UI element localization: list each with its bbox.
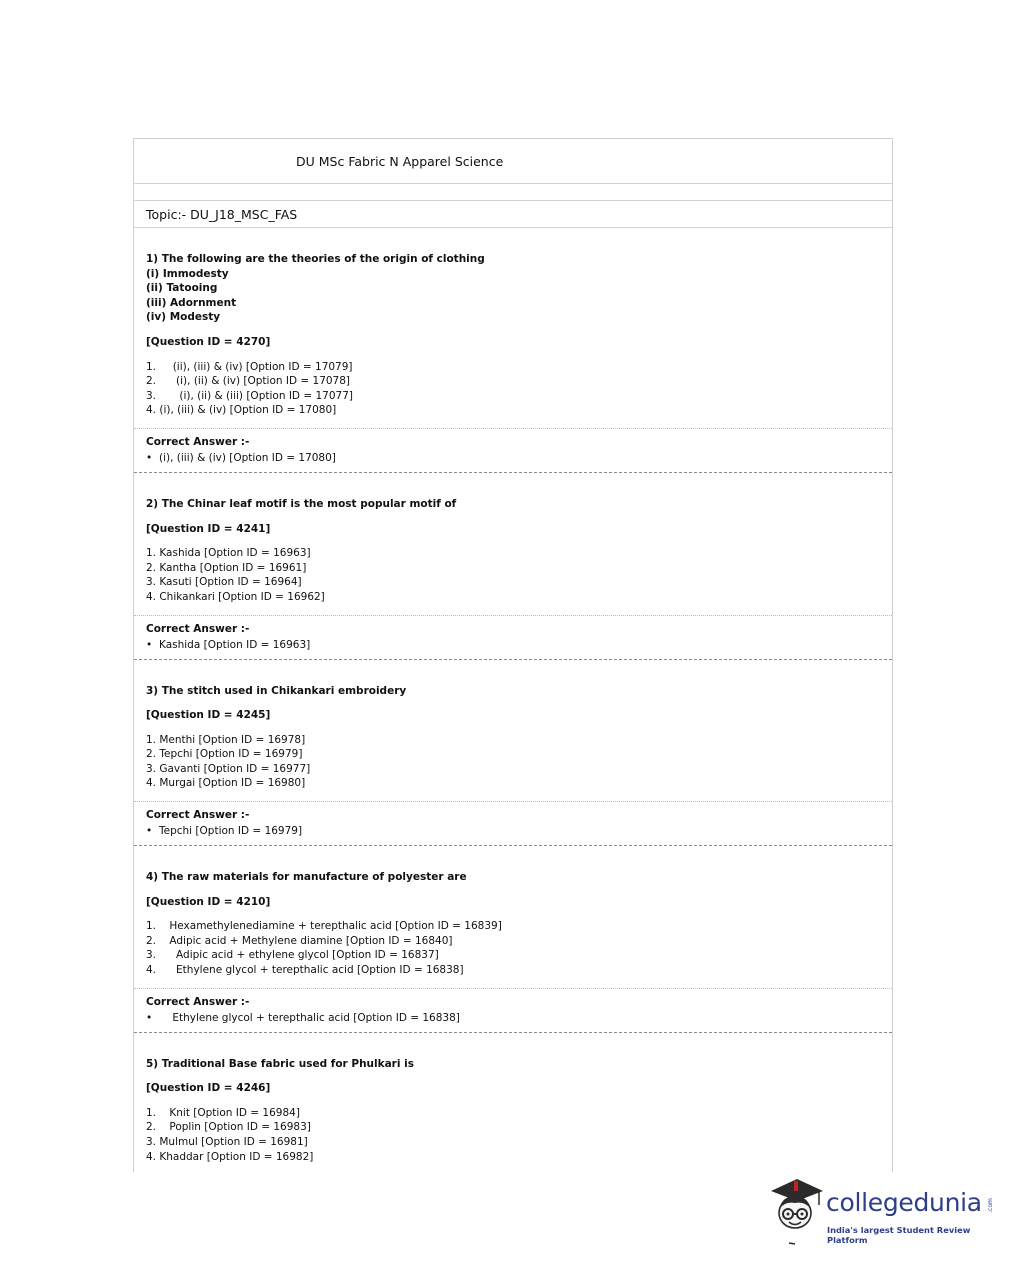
option-item: 2. Tepchi [Option ID = 16979] (146, 748, 303, 761)
question-text: 1) The following are the theories of the origin of clothing (146, 253, 485, 265)
correct-answer: Ethylene glycol + terepthalic acid [Option ID = 16838] (159, 1011, 460, 1024)
answer-label: Correct Answer :- (146, 435, 250, 448)
question-1 (134, 252, 892, 418)
correct-answer: Tepchi [Option ID = 16979] (159, 825, 303, 838)
option-list (146, 546, 880, 604)
question-3 (134, 684, 892, 792)
option-item: 2. (i), (ii) & (iv) [Option ID = 17078] (146, 375, 351, 388)
option-item: 1. Kashida [Option ID = 16963] (146, 547, 311, 560)
option-item: 2. Kantha [Option ID = 16961] (146, 561, 307, 574)
answer-label: Correct Answer :- (146, 995, 250, 1008)
option-item: 2. Adipic acid + Methylene diamine [Option ID = 16840] (146, 934, 453, 947)
option-item: 1. Menthi [Option ID = 16978] (146, 733, 306, 746)
bullet-icon: • (146, 825, 153, 838)
answer-label: Correct Answer :- (146, 622, 250, 635)
question-sub: (iii) Adornment (146, 296, 237, 309)
bullet-icon: • (146, 451, 153, 464)
question-id: [Question ID = 4210] (146, 895, 271, 908)
question-sub: (ii) Tatooing (146, 282, 218, 295)
option-list (146, 360, 880, 418)
correct-answer: (i), (iii) & (iv) [Option ID = 17080] (159, 451, 336, 464)
logo-wordmark: collegedunia (826, 1188, 982, 1217)
answer-label: Correct Answer :- (146, 809, 250, 822)
option-item: 2. Poplin [Option ID = 16983] (146, 1121, 311, 1134)
title-row (134, 139, 892, 184)
topic-label: Topic:- DU_J18_MSC_FAS (146, 207, 298, 222)
bullet-icon: • (146, 1011, 153, 1024)
option-item: 3. Kasuti [Option ID = 16964] (146, 576, 302, 589)
question-2 (134, 497, 892, 605)
question-sub: (i) Immodesty (146, 267, 229, 280)
option-list (146, 733, 880, 791)
answer-block (134, 428, 892, 473)
question-id: [Question ID = 4241] (146, 522, 271, 535)
option-item: 4. Khaddar [Option ID = 16982] (146, 1150, 314, 1163)
mascot-icon (767, 1177, 825, 1247)
question-id: [Question ID = 4245] (146, 709, 271, 722)
option-list (146, 919, 880, 977)
bullet-icon: • (146, 638, 153, 651)
logo-suffix: .com (986, 1198, 994, 1213)
question-text: 2) The Chinar leaf motif is the most popular motif of (146, 497, 457, 510)
topic-row (134, 201, 892, 228)
option-item: 4. (i), (iii) & (iv) [Option ID = 17080] (146, 404, 337, 417)
option-item: 3. Mulmul [Option ID = 16981] (146, 1136, 308, 1148)
question-text: 3) The stitch used in Chikankari embroidery (146, 684, 407, 697)
answer-block (134, 801, 892, 846)
option-item: 1. (ii), (iii) & (iv) [Option ID = 17079] (146, 360, 353, 373)
question-paper (133, 138, 893, 1172)
question-id: [Question ID = 4270] (146, 335, 271, 348)
answer-block (134, 988, 892, 1033)
option-item: 3. Gavanti [Option ID = 16977] (146, 762, 311, 775)
answer-block (134, 615, 892, 660)
option-item: 3. (i), (ii) & (iii) [Option ID = 17077] (146, 389, 353, 402)
question-text: 5) Traditional Base fabric used for Phulkari is (146, 1057, 414, 1070)
question-4 (134, 870, 892, 978)
option-list (146, 1106, 880, 1164)
option-item: 3. Adipic acid + ethylene glycol [Option ID = 16837] (146, 949, 439, 962)
option-item: 1. Hexamethylenediamine + terepthalic acid [Option ID = 16839] (146, 920, 502, 933)
correct-answer: Kashida [Option ID = 16963] (159, 638, 311, 651)
page-title: DU MSc Fabric N Apparel Science (296, 154, 504, 169)
option-item: 1. Knit [Option ID = 16984] (146, 1106, 300, 1119)
question-5 (134, 1057, 892, 1165)
question-text: 4) The raw materials for manufacture of polyester are (146, 871, 467, 884)
option-item: 4. Chikankari [Option ID = 16962] (146, 590, 325, 603)
spacer-row (134, 184, 892, 201)
question-sub: (iv) Modesty (146, 311, 221, 324)
logo-tagline: India's largest Student Review Platform (827, 1225, 971, 1245)
collegedunia-logo[interactable] (767, 1177, 992, 1247)
option-item: 4. Ethylene glycol + terepthalic acid [Option ID = 16838] (146, 964, 464, 977)
option-item: 4. Murgai [Option ID = 16980] (146, 777, 306, 790)
question-id: [Question ID = 4246] (146, 1082, 271, 1095)
